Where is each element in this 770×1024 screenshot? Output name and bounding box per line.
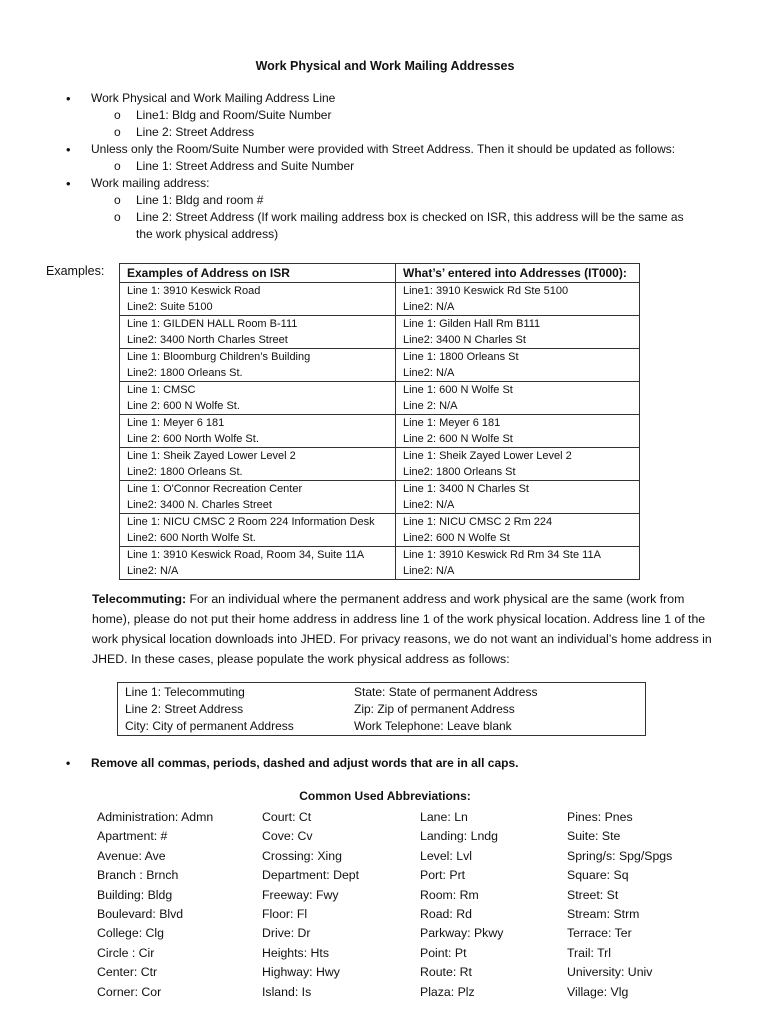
sub-item: o Line 1: Street Address and Suite Number — [114, 159, 355, 173]
abbreviation-item: Square: Sq — [567, 868, 629, 883]
table-row — [120, 514, 640, 547]
cell-line: Line 1: Meyer 6 181 — [403, 417, 501, 429]
page-title: Work Physical and Work Mailing Addresses — [255, 59, 515, 73]
abbreviations-column — [262, 808, 359, 1002]
address-rules-list — [60, 90, 750, 243]
abbreviation-item: Floor: Fl — [262, 907, 308, 922]
abbreviation-item: Administration: Admn — [97, 810, 214, 824]
cell-line: Line2: Suite 5100 — [127, 301, 213, 313]
table-cell — [120, 349, 396, 382]
cell-line: Line 2: 600 N Wolfe St. — [127, 400, 240, 412]
telecommuting-label: Telecommuting: — [92, 592, 187, 606]
abbreviation-item: Room: Rm — [420, 887, 479, 902]
table-cell — [120, 448, 396, 481]
circle-bullet-icon: o — [114, 125, 121, 139]
table-cell — [120, 382, 396, 415]
abbreviation-item: Avenue: Ave — [97, 848, 166, 863]
table-cell — [396, 316, 640, 349]
abbreviation-item: Court: Ct — [262, 810, 312, 824]
table-row — [120, 316, 640, 349]
cell-line: Line 1: NICU CMSC 2 Room 224 Information Desk — [127, 516, 375, 528]
cell-line: Line 1: Meyer 6 181 — [127, 417, 225, 429]
circle-bullet-icon: o — [114, 159, 121, 173]
cell-line: Line2: 3400 North Charles Street — [127, 334, 288, 346]
abbreviation-item: Road: Rd — [420, 907, 472, 922]
table-cell — [120, 547, 396, 580]
table-cell — [396, 415, 640, 448]
abbreviation-item: Street: St — [567, 887, 619, 902]
cell-line: Line2: N/A — [403, 499, 455, 511]
cell-line: Line 1: NICU CMSC 2 Rm 224 — [403, 516, 553, 528]
bullet-item: • Work mailing address: — [66, 176, 210, 191]
examples-table — [119, 263, 640, 580]
examples-table-body — [120, 283, 640, 580]
table-cell — [120, 316, 396, 349]
abbreviation-item: Highway: Hwy — [262, 965, 340, 980]
bullet-item: • Unless only the Room/Suite Number were provided with Street Address. Then it should be updated as follows: — [66, 142, 676, 157]
cell-line: Line2: 1800 Orleans St. — [127, 466, 243, 478]
cell-line: Line1: 3910 Keswick Rd Ste 5100 — [403, 285, 569, 297]
table-cell — [396, 349, 640, 382]
sub-item: o Line 1: Bldg and room # — [114, 193, 264, 207]
table-cell — [120, 481, 396, 514]
abbreviation-item: Pines: Pnes — [567, 810, 633, 824]
abbreviation-item: Lane: Ln — [420, 810, 468, 824]
table-cell — [396, 448, 640, 481]
table-header-row — [120, 264, 640, 283]
abbreviations-title: Common Used Abbreviations: — [299, 789, 471, 803]
cell-line: Line2: 1800 Orleans St. — [127, 367, 243, 379]
abbreviation-item: Village: Vlg — [567, 984, 629, 999]
cell-line: Line2: N/A — [127, 565, 179, 577]
cell-line: Line 1: Sheik Zayed Lower Level 2 — [127, 450, 296, 462]
sub-item: o Line1: Bldg and Room/Suite Number — [114, 108, 332, 122]
abbreviation-item: Freeway: Fwy — [262, 887, 339, 902]
circle-bullet-icon: o — [114, 210, 121, 224]
telecommuting-box-left: Line 1: Telecommuting Line 2: Street Address City: City of permanent Address — [125, 685, 294, 733]
abbreviations-column — [567, 808, 672, 1002]
abbreviation-item: Parkway: Pkwy — [420, 926, 504, 941]
abbreviation-item: Crossing: Xing — [262, 848, 342, 863]
table-cell — [120, 283, 396, 316]
abbreviation-item: Trail: Trl — [567, 945, 611, 960]
bullet-icon: • — [66, 176, 71, 191]
abbreviation-item: Apartment: # — [97, 829, 168, 844]
table-cell — [120, 415, 396, 448]
abbreviation-item: Branch : Brnch — [97, 868, 179, 883]
sub-item: o Line 2: Street Address (If work mailing address box is checked on ISR, this address will be the same as the work physical address) — [114, 210, 684, 241]
cell-line: Line 1: GILDEN HALL Room B-111 — [127, 318, 298, 330]
abbreviations-column — [97, 808, 213, 1002]
table-row — [120, 283, 640, 316]
telecommuting-box-right: State: State of permanent Address Zip: Zip of permanent Address Work Telephone: Leave blank — [354, 685, 538, 733]
cell-line: Line2: 3400 N Charles St — [403, 334, 526, 346]
circle-bullet-icon: o — [114, 108, 121, 122]
table-cell — [120, 514, 396, 547]
table-row — [120, 382, 640, 415]
bullet-item: • Work Physical and Work Mailing Address Line — [66, 91, 336, 106]
abbreviation-item: Port: Prt — [420, 868, 466, 883]
cell-line: Line2: N/A — [403, 565, 455, 577]
cell-line: Line 1: CMSC — [127, 384, 196, 396]
abbreviations-column — [420, 808, 503, 1002]
cell-line: Line 1: Bloomburg Children’s Building — [127, 351, 311, 363]
table-row — [120, 481, 640, 514]
abbreviation-item: Spring/s: Spg/Spgs — [567, 848, 673, 863]
table-cell — [396, 481, 640, 514]
abbreviation-item: Corner: Cor — [97, 984, 162, 999]
cell-line: Line 1: 3400 N Charles St — [403, 483, 529, 495]
cell-line: Line 1: 3910 Keswick Rd Rm 34 Ste 11A — [403, 549, 601, 561]
sub-item: o Line 2: Street Address — [114, 125, 255, 139]
telecommuting-box — [117, 682, 646, 736]
column-header: Examples of Address on ISR — [120, 264, 396, 283]
abbreviation-item: Boulevard: Blvd — [97, 907, 184, 922]
table-cell — [396, 382, 640, 415]
telecommuting-paragraph: Telecommuting: For an individual where the permanent address and work physical are the same (work from home), please do not put their home address in address line 1 of the work physical location. Address line 1 of the work physical location downloads into JHED. For privacy reasons, we do not want an individual’s home address in JHED. In these cases, please populate the work physical address as follows: — [92, 592, 712, 666]
cell-line: Line2: 1800 Orleans St — [403, 466, 516, 478]
cell-line: Line 1: O'Connor Recreation Center — [127, 483, 303, 495]
abbreviation-item: Level: Lvl — [420, 848, 472, 863]
cell-line: Line 2: 600 N Wolfe St — [403, 433, 513, 445]
cell-line: Line2: 3400 N. Charles Street — [127, 499, 272, 511]
examples-label: Examples: — [46, 264, 105, 278]
abbreviation-item: University: Univ — [567, 965, 653, 980]
cell-line: Line 2: 600 North Wolfe St. — [127, 433, 259, 445]
abbreviation-item: College: Clg — [97, 926, 164, 941]
table-cell — [396, 514, 640, 547]
cell-line: Line2: 600 N Wolfe St — [403, 532, 510, 544]
table-cell — [396, 283, 640, 316]
circle-bullet-icon: o — [114, 193, 121, 207]
table-row — [120, 415, 640, 448]
abbreviation-item: Stream: Strm — [567, 907, 640, 922]
table-row — [120, 349, 640, 382]
cell-line: Line 1: 1800 Orleans St — [403, 351, 519, 363]
cell-line: Line 1: 3910 Keswick Road — [127, 285, 261, 297]
abbreviation-item: Suite: Ste — [567, 829, 621, 844]
abbreviation-item: Center: Ctr — [97, 965, 158, 980]
cell-line: Line2: 600 North Wolfe St. — [127, 532, 256, 544]
table-row — [120, 547, 640, 580]
table-cell — [396, 547, 640, 580]
abbreviation-item: Plaza: Plz — [420, 984, 475, 999]
cell-line: Line2: N/A — [403, 301, 455, 313]
abbreviation-item: Department: Dept — [262, 868, 360, 883]
abbreviation-item: Route: Rt — [420, 965, 472, 980]
table-row — [120, 448, 640, 481]
abbreviation-item: Building: Bldg — [97, 887, 173, 902]
bullet-icon: • — [66, 142, 71, 157]
bullet-icon: • — [66, 91, 71, 106]
cell-line: Line 1: 600 N Wolfe St — [403, 384, 513, 396]
abbreviation-item: Island: Is — [262, 984, 312, 999]
bullet-icon: • — [66, 756, 71, 770]
abbreviation-item: Landing: Lndg — [420, 829, 498, 844]
cell-line: Line2: N/A — [403, 367, 455, 379]
abbreviation-item: Drive: Dr — [262, 926, 311, 941]
cell-line: Line 2: N/A — [403, 400, 458, 412]
abbreviation-item: Heights: Hts — [262, 945, 329, 960]
abbreviation-item: Cove: Cv — [262, 829, 313, 844]
column-header: What’s’ entered into Addresses (IT000): — [396, 264, 640, 283]
abbreviation-item: Terrace: Ter — [567, 926, 632, 941]
document-page: Work Physical and Work Mailing Addresses • Work Physical and Work Mailing Address Line o Line1: Bldg and Room/Suite Number o Line 2: Street Address • Unless only the Room/Suite Number were provided with Street Address. Then it should be updated as follows: o Line 1: Street Address and Suite Number • Work mailing address: o Line 1: Bldg and room # o Line 2: Street Address (If work mailing address box is checked on ISR, this address will be the same as the work physical address) Examples: Examples of Address on ISR What’s’ entered into Addresses (IT000): Line 1: 3910 Keswick Road Line2: Suite 5100 Line1: 3910 Keswick Rd Ste 5100 Line2: N/A Line 1: GILDEN HALL Room B-111 Line2: 3400 North Charles Street Line 1: Gilden Hall Rm B111 Line2: 3400 N Charles St Line 1: Bloomburg Children’s Building Line2: 1800 Orleans St. Line 1: 1800 Orleans St Line2: N/A Line 1: CMSC Line 2: 600 N Wolfe St. Line 1: 600 N Wolfe St Line 2: N/A Line 1: Meyer 6 181 Line 2: 600 North Wolfe St. Line 1: Meyer 6 181 Line 2: 600 N Wolfe St Line 1: Sheik Zayed Lower Level 2 Line2: 1800 Orleans St. Line 1: Sheik Zayed Lower Level 2 Line2: 1800 Orleans St Line 1: O'Connor Recreation Center Line2: 3400 N. Charles Street Line 1: 3400 N Charles St Line2: N/A Line 1: NICU CMSC 2 Room 224 Information Desk Line2: 600 North Wolfe St. Line 1: NICU CMSC 2 Rm 224 Line2: 600 N Wolfe St Line 1: 3910 Keswick Road, Room 34, Suite 11A Line2: N/A Line 1: 3910 Keswick Rd Rm 34 Ste 11A Line2: N/A Telecommuting: For an individual where the permanent address and work physical are the same (work from home), please do not put their home address in address line 1 of the work physical location. Address line 1 of the work physical location downloads into JHED. For privacy reasons, we do not want an individual’s home address in JHED. In these cases, please populate the work physical address as follows: Line 1: Telecommuting Line 2: Street Address City: City of permanent Address State: State of permanent Address Zip: Zip of permanent Address Work Telephone: Leave blank • Remove all commas, periods, dashed and adjust words that are in all caps. Common Used Abbreviations: Administration: Admn Apartment: # Avenue: Ave Branch : Brnch Building: Bldg Boulevard: Blvd College: Clg Circle : Cir Center: Ctr Corner: Cor Court: Ct Cove: Cv Crossing: Xing Department: Dept Freeway: Fwy Floor: Fl Drive: Dr Heights: Hts Highway: Hwy Island: Is Lane: Ln Landing: Lndg Level: Lvl Port: Prt Room: Rm Road: Rd Parkway: Pkwy Point: Pt Route: Rt Plaza: Plz Pines: Pnes Suite: Ste Spring/s: Spg/Spgs Square: Sq Street: St Stream: Strm Terrace: Ter Trail: Trl University: Univ Village: Vlg — [0, 0, 770, 1024]
abbreviation-item: Point: Pt — [420, 945, 467, 960]
cell-line: Line 1: 3910 Keswick Road, Room 34, Suite 11A — [127, 549, 365, 561]
cell-line: Line 1: Sheik Zayed Lower Level 2 — [403, 450, 572, 462]
abbreviation-item: Circle : Cir — [97, 945, 155, 960]
cell-line: Line 1: Gilden Hall Rm B111 — [403, 318, 541, 330]
